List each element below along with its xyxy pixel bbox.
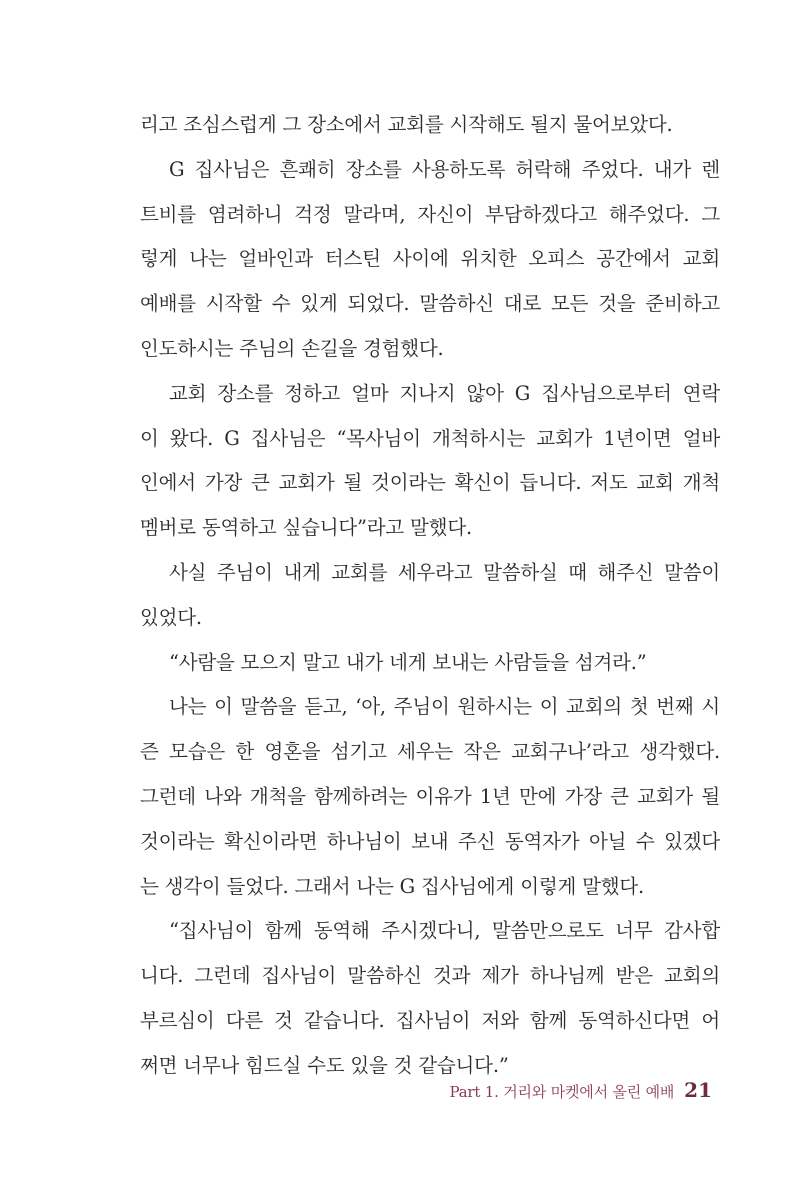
text-line: 니다. 그런데 집사님이 말씀하신 것과 제가 하나님께 받은 교회의 xyxy=(140,964,720,988)
text-line: 멤버로 동역하고 싶습니다”라고 말했다. xyxy=(140,516,472,540)
text-line: 인에서 가장 큰 교회가 될 것이라는 확신이 듭니다. 저도 교회 개척 xyxy=(140,471,720,495)
text-line: 나는 이 말씀을 듣고, ‘아, 주님이 원하시는 이 교회의 첫 번째 시 xyxy=(169,695,720,719)
text-line: 즌 모습은 한 영혼을 섬기고 세우는 작은 교회구나’라고 생각했다. xyxy=(140,740,720,764)
text-line: 렇게 나는 얼바인과 터스틴 사이에 위치한 오피스 공간에서 교회 xyxy=(140,247,720,271)
body-text xyxy=(140,103,720,1089)
text-line: 사실 주님이 내게 교회를 세우라고 말씀하실 때 해주신 말씀이 xyxy=(169,560,720,584)
text-line: 인도하시는 주님의 손길을 경험했다. xyxy=(140,336,444,360)
running-head: Part 1. 거리와 마켓에서 올린 예배 xyxy=(449,1083,675,1101)
text-line: 예배를 시작할 수 있게 되었다. 말씀하신 대로 모든 것을 준비하고 xyxy=(140,292,720,316)
page-footer xyxy=(449,1078,712,1108)
text-line: 리고 조심스럽게 그 장소에서 교회를 시작해도 될지 물어보았다. xyxy=(140,113,673,136)
text-line: 그런데 나와 개척을 함께하려는 이유가 1년 만에 가장 큰 교회가 될 xyxy=(140,784,720,808)
text-line: “집사님이 함께 동역해 주시겠다니, 말씀만으로도 너무 감사합 xyxy=(169,919,720,943)
text-line: 부르심이 다른 것 같습니다. 집사님이 저와 함께 동역하신다면 어 xyxy=(140,1008,720,1032)
text-line: 있었다. xyxy=(140,605,202,629)
text-line: 교회 장소를 정하고 얼마 지나지 않아 G 집사님으로부터 연락 xyxy=(169,381,720,405)
text-line: 는 생각이 들었다. 그래서 나는 G 집사님에게 이렇게 말했다. xyxy=(140,874,645,898)
text-line: “사람을 모으지 말고 내가 네게 보내는 사람들을 섬겨라.” xyxy=(169,650,647,674)
text-line: 쩌면 너무나 힘드실 수도 있을 것 같습니다.” xyxy=(140,1053,509,1077)
text-line: G 집사님은 흔쾌히 장소를 사용하도록 허락해 주었다. 내가 렌 xyxy=(169,157,720,181)
text-line: 이 왔다. G 집사님은 “목사님이 개척하시는 교회가 1년이면 얼바 xyxy=(140,426,720,450)
text-line: 트비를 염려하니 걱정 말라며, 자신이 부담하겠다고 해주었다. 그 xyxy=(140,202,720,226)
text-line: 것이라는 확신이라면 하나님이 보내 주신 동역자가 아닐 수 있겠다 xyxy=(140,829,720,853)
page-number: 21 xyxy=(684,1078,712,1102)
